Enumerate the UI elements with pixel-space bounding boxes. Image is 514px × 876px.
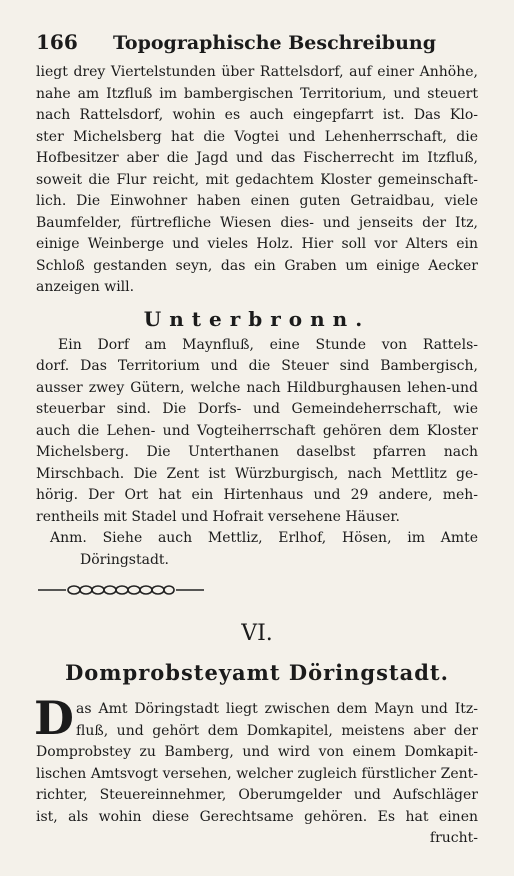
text-line: richter, Steuereinnehmer, Oberumgelder und Aufschläger: [36, 787, 478, 803]
running-title: Topographische Beschreibung: [112, 32, 436, 54]
note-line: Anm. Siehe auch Mettliz, Erlhof, Hösen, im Amte: [50, 530, 478, 546]
text-line: rentheils mit Stadel und Hofrait versehene Häuser.: [36, 508, 400, 525]
catchword: frucht-: [429, 830, 478, 846]
text-line: nach Rattelsdorf, wohin es auch eingepfarrt ist. Das Klo-: [36, 107, 478, 123]
text-line: nahe am Itzfluß im bambergischen Territorium, und steuert: [36, 85, 478, 102]
text-line: Baumfelder, fürtrefliche Wiesen dies- und jenseits der Itz,: [36, 214, 478, 231]
text-line: Hofbesitzer aber die Jagd und das Fischerrecht im Itzfluß,: [36, 150, 478, 166]
page-header: [36, 30, 478, 56]
paragraph-2: [36, 335, 478, 529]
text-line: einige Weinberge und vieles Holz. Hier soll vor Alters ein: [36, 236, 478, 252]
ornament-divider: [36, 581, 206, 599]
drop-cap: D: [34, 691, 74, 745]
text-line: Mirschbach. Die Zent ist Würzburgisch, nach Mettlitz ge-: [36, 465, 478, 482]
text-line: liegt drey Viertelstunden über Rattelsdorf, auf einer Anhöhe,: [36, 64, 478, 80]
text-line: auch die Lehen- und Vogteiherrschaft gehören dem Kloster: [36, 422, 478, 439]
chapter-title: Domprobsteyamt Döringstadt.: [65, 660, 449, 685]
text-line: soweit die Flur reicht, mit gedachtem Kloster gemeinschaft-: [36, 171, 478, 188]
text-line: anzeigen will.: [36, 279, 135, 295]
text-line: Michelsberg. Die Unterthanen daselbst pfarren nach: [36, 444, 478, 460]
text-line: hörig. Der Ort hat ein Hirtenhaus und 29 andere, meh-: [36, 487, 478, 503]
text-line: lischen Amtsvogt versehen, welcher zugleich fürstlicher Zent-: [36, 765, 478, 782]
text-line: ster Michelsberg hat die Vogtei und Lehenherrschaft, die: [36, 128, 478, 145]
paragraph-3: [34, 691, 478, 850]
text-line: Schloß gestanden seyn, das ein Graben um einige Aecker: [36, 257, 478, 274]
page-number: 166: [36, 30, 78, 54]
section-number: VI.: [241, 621, 273, 646]
text-line: steuerbar sind. Die Dorfs- und Gemeindeherrschaft, wie: [36, 401, 478, 417]
text-line: Domprobstey zu Bamberg, und wird von einem Domkapit-: [36, 744, 478, 760]
text-line: dorf. Das Territorium und die Steuer sind Bambergisch,: [36, 358, 478, 374]
text-line: ausser zwey Gütern, welche nach Hildburghausen lehen-und: [36, 379, 478, 396]
annotation-note: [36, 528, 478, 571]
text-line: as Amt Döringstadt liegt zwischen dem Mayn und Itz-: [76, 701, 478, 717]
note-line: Döringstadt.: [80, 551, 169, 568]
text-line: fluß, und gehört dem Domkapitel, meistens aber der: [76, 722, 478, 739]
text-line: Ein Dorf am Maynfluß, eine Stunde von Rattels-: [58, 336, 478, 353]
subheading: Unterbronn.: [143, 306, 371, 331]
text-line: lich. Die Einwohner haben einen guten Getraidbau, viele: [36, 193, 478, 209]
text-line: ist, als wohin diese Gerechtsame gehören. Es hat einen: [36, 808, 478, 825]
paragraph-1: [36, 62, 478, 299]
